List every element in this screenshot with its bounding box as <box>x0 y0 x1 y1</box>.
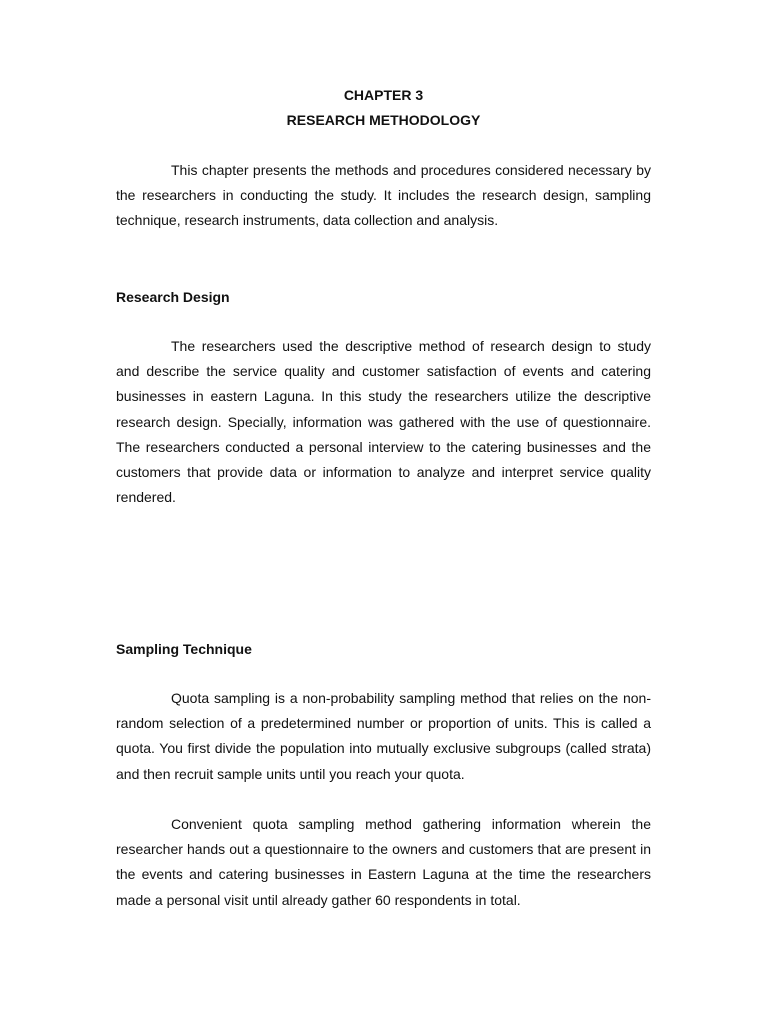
sampling-paragraph-1: Quota sampling is a non-probability sampling method that relies on the non-random selection of a predetermined number or proportion of units. This is called a quota. You first divide the population into mutually exclusive subgroups (called strata) and then recruit sample units until you reach your quota. <box>116 690 651 782</box>
research-design-paragraph: The researchers used the descriptive method of research design to study and describe the service quality and customer satisfaction of events and catering businesses in eastern Laguna. In this study the researchers utilize the descriptive research design. Specially, information was gathered with the use of questionnaire. The researchers conducted a personal interview to the catering businesses and the customers that provide data or information to analyze and interpret service quality rendered. <box>116 338 651 506</box>
chapter-title: RESEARCH METHODOLOGY <box>286 112 481 128</box>
intro-paragraph: This chapter presents the methods and procedures considered necessary by the researchers in conducting the study. It includes the research design, sampling technique, research instruments, data collection and analysis. <box>116 162 651 229</box>
sampling-technique-heading: Sampling Technique <box>116 641 252 657</box>
chapter-number: CHAPTER 3 <box>343 87 424 103</box>
research-design-heading: Research Design <box>116 289 230 305</box>
sampling-paragraph-2: Convenient quota sampling method gathering information wherein the researcher hands out a questionnaire to the owners and customers that are present in the events and catering businesses in Eastern Laguna at the time the researchers made a personal visit until already gather 60 respondents in total. <box>116 816 651 908</box>
